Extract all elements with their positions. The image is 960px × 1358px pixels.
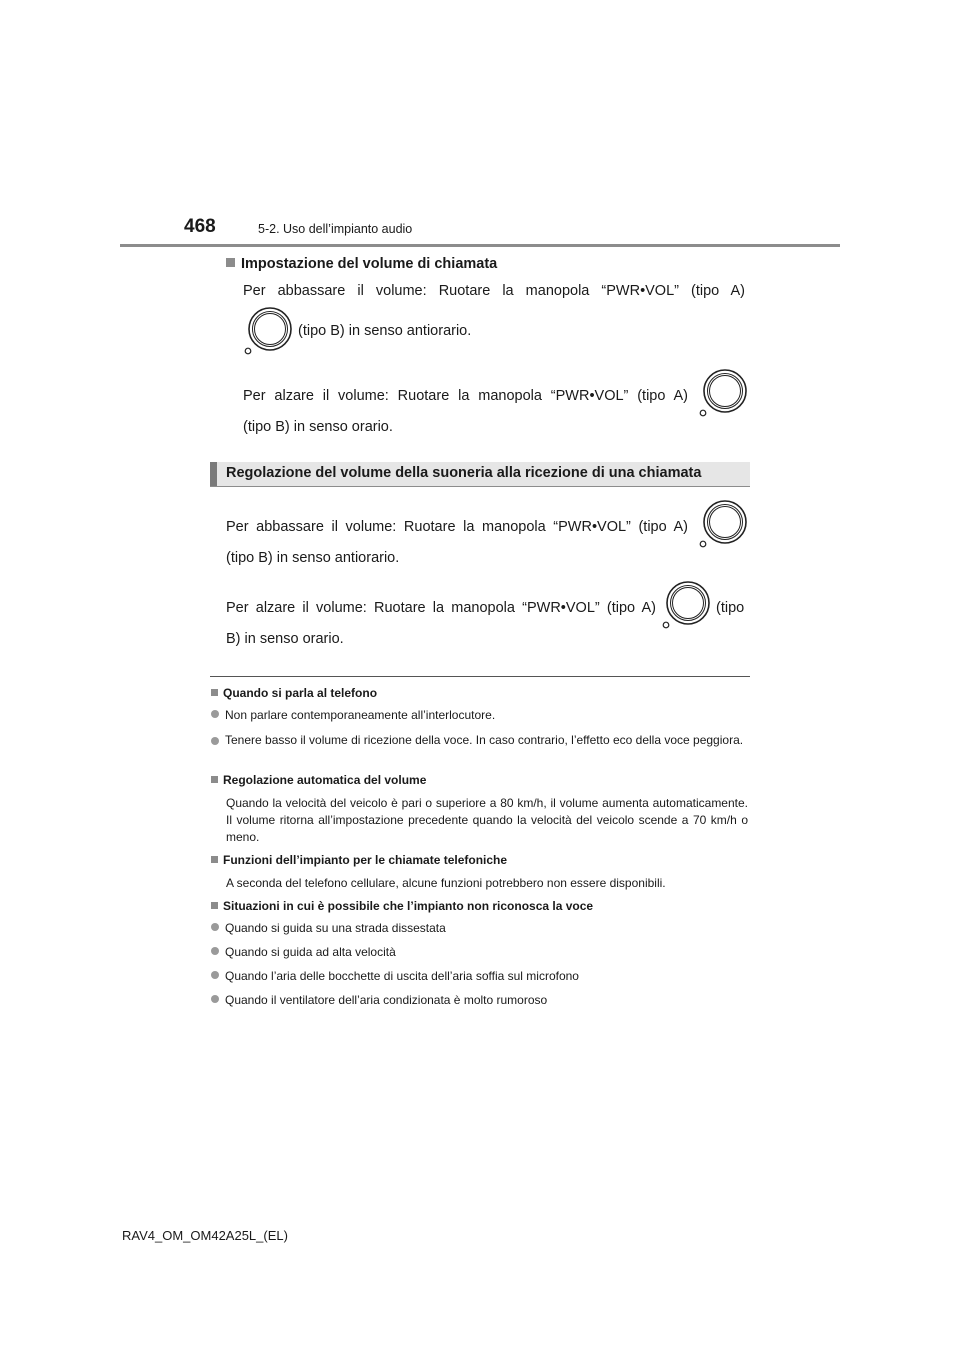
note-heading: Situazioni in cui è possibile che l’impianto non riconosca la voce: [211, 899, 593, 913]
call-raise-line2: (tipo B) in senso orario.: [243, 419, 393, 435]
volume-knob-icon: [698, 499, 748, 549]
note-heading: Quando si parla al telefono: [211, 686, 377, 700]
note-text: Quando la velocità del veicolo è pari o superiore a 80 km/h, il volume aumenta automaticamente. Il volume ritorna all’impostazione precedente quando la velocità del veicolo scende a 70 km/h o meno.: [226, 796, 748, 844]
note-bullet: Quando si guida ad alta velocità: [211, 944, 396, 961]
call-raise-line1: Per alzare il volume: Ruotare la manopola “PWR•VOL” (tipo A): [243, 388, 688, 404]
notes-divider: [210, 676, 750, 677]
section-title: 5-2. Uso dell’impianto audio: [258, 222, 413, 236]
round-bullet-icon: [211, 710, 219, 718]
ring-raise-line2: B) in senso orario.: [226, 631, 344, 647]
round-bullet-icon: [211, 923, 219, 931]
note-bullet: Quando il ventilatore dell’aria condizionata è molto rumoroso: [211, 992, 547, 1009]
volume-knob-icon: [661, 580, 711, 630]
note-bullet: Non parlare contemporaneamente all’interlocutore.: [211, 707, 751, 724]
ring-raise-line1-end: (tipo: [716, 600, 745, 616]
banner-accent-bar: [210, 462, 217, 486]
note-bullet: Tenere basso il volume di ricezione della voce. In caso contrario, l’effetto eco della voce peggiora.: [211, 732, 751, 749]
round-bullet-icon: [211, 737, 219, 745]
note-heading: Regolazione automatica del volume: [211, 773, 426, 787]
ring-lower-line2: (tipo B) in senso antiorario.: [226, 550, 400, 566]
volume-knob-icon: [698, 368, 748, 418]
page-number: 468: [184, 216, 216, 237]
note-heading: Funzioni dell’impianto per le chiamate telefoniche: [211, 853, 507, 867]
round-bullet-icon: [211, 971, 219, 979]
ring-lower-line1: Per abbassare il volume: Ruotare la manopola “PWR•VOL” (tipo A): [226, 519, 688, 535]
document-code: RAV4_OM_OM42A25L_(EL): [122, 1228, 288, 1243]
note-bullet: Quando si guida su una strada dissestata: [211, 920, 446, 937]
square-bullet-icon: [211, 902, 218, 909]
note-text: A seconda del telefono cellulare, alcune funzioni potrebbero non essere disponibili.: [226, 876, 666, 890]
volume-knob-icon: [243, 306, 293, 356]
banner-title: Regolazione del volume della suoneria alla ricezione di una chiamata: [226, 465, 702, 481]
ringtone-section-banner: [210, 462, 750, 487]
square-bullet-icon: [211, 689, 218, 696]
round-bullet-icon: [211, 995, 219, 1003]
call-lower-line1: Per abbassare il volume: Ruotare la manopola “PWR•VOL” (tipo A): [243, 283, 745, 299]
square-bullet-icon: [226, 258, 235, 267]
call-lower-line2: (tipo B) in senso antiorario.: [298, 323, 472, 339]
note-bullet: Quando l’aria delle bocchette di uscita dell’aria soffia sul microfono: [211, 968, 579, 985]
call-volume-heading: Impostazione del volume di chiamata: [226, 256, 497, 272]
square-bullet-icon: [211, 856, 218, 863]
ring-raise-line1: Per alzare il volume: Ruotare la manopola “PWR•VOL” (tipo A): [226, 600, 656, 616]
square-bullet-icon: [211, 776, 218, 783]
round-bullet-icon: [211, 947, 219, 955]
header-divider: [120, 244, 840, 247]
